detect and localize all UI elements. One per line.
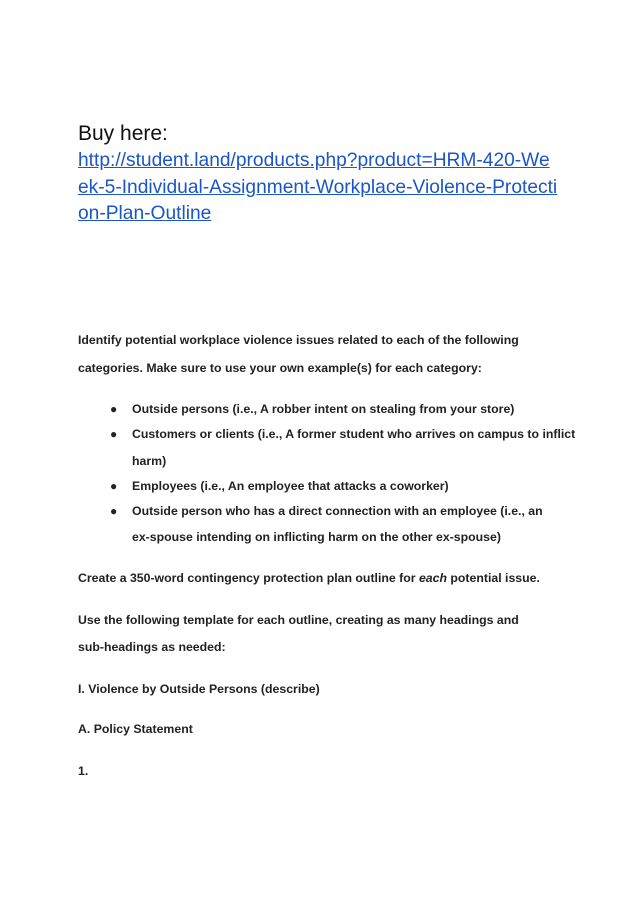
template-instruction-line-2: sub-headings as needed:: [78, 640, 226, 654]
create-text-before: Create a 350-word contingency protection plan outline for: [78, 571, 419, 585]
bullet-continuation: ex-spouse intending on inflicting harm on the other ex-spouse): [132, 530, 501, 544]
intro-line-2: categories. Make sure to use your own example(s) for each category:: [78, 361, 482, 375]
create-text-emphasis: each: [418, 571, 447, 585]
outline-heading-3: 1.: [78, 764, 89, 778]
intro-line-1: Identify potential workplace violence issues related to each of the following: [78, 333, 519, 347]
bullet-continuation: harm): [132, 454, 167, 468]
buy-here-label: Buy here:: [78, 122, 168, 145]
template-instruction-line-1: Use the following template for each outline, creating as many headings and: [78, 613, 519, 627]
product-link[interactable]: [78, 148, 578, 228]
bullet-text: Employees (i.e., An employee that attacks a coworker): [132, 479, 449, 493]
bullet-marker: ●: [110, 504, 118, 518]
outline-heading-1: I. Violence by Outside Persons (describe): [78, 682, 320, 696]
create-text-after: potential issue.: [446, 571, 540, 585]
bullet-text: Customers or clients (i.e., A former student who arrives on campus to inflict: [132, 427, 576, 441]
create-instruction: [78, 571, 540, 585]
bullet-marker: ●: [110, 479, 118, 493]
product-link-line-2[interactable]: ek-5-Individual-Assignment-Workplace-Violence-Protecti: [78, 176, 558, 198]
bullet-marker: ●: [110, 402, 118, 416]
product-link-line-1[interactable]: http://student.land/products.php?product=HRM-420-We: [78, 150, 550, 171]
bullet-text: Outside persons (i.e., A robber intent on stealing from your store): [132, 402, 515, 416]
bullet-text: Outside person who has a direct connection with an employee (i.e., an: [132, 504, 543, 518]
outline-heading-2: A. Policy Statement: [78, 722, 193, 736]
bullet-marker: ●: [110, 427, 118, 441]
product-link-line-3[interactable]: on-Plan-Outline: [78, 203, 212, 224]
